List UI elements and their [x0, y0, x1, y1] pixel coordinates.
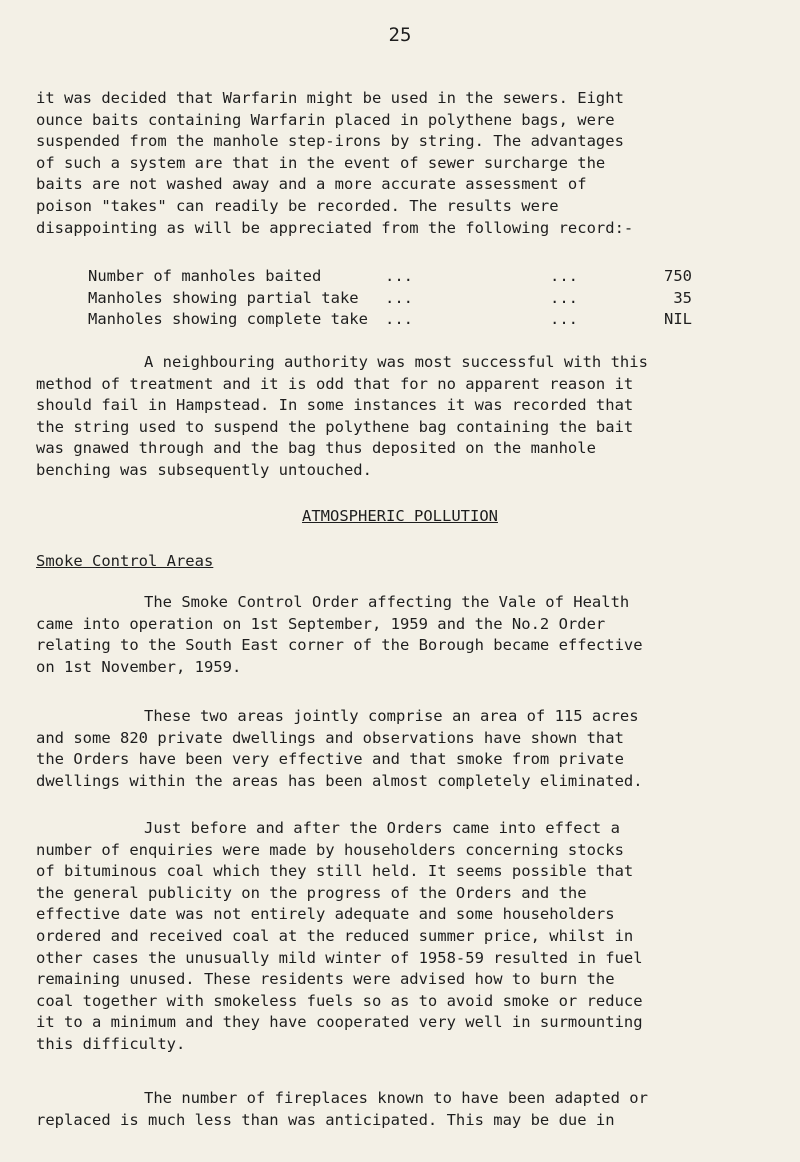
record-leader-dots: ...: [385, 288, 413, 307]
record-label: Number of manholes baited: [88, 267, 322, 285]
paragraph-smoke-control-order: The Smoke Control Order affecting the Vale of Health came into operation on 1st September, 1959 and the No.2 Order relating to the South East corner of the Borough became effective on 1st November, 1959.: [36, 593, 643, 676]
record-row: [88, 266, 692, 288]
record-value: NIL: [664, 310, 692, 329]
paragraph-neighbouring-authority: A neighbouring authority was most successful with this method of treatment and it is odd that for no apparent reason it should fail in Hampstead. In some instances it was recorded that the string used to suspend the polythene bag containing the bait was gnawed through and the bag thus deposited on the manhole benching was subsequently untouched.: [36, 353, 648, 479]
bait-record-table: [88, 266, 692, 331]
record-label: Manholes showing complete take: [88, 310, 368, 329]
record-leader-dots: ...: [550, 310, 578, 329]
paragraph-fireplaces: The number of fireplaces known to have been adapted or replaced is much less than was anticipated. This may be due in: [36, 1089, 648, 1129]
record-value: 750: [664, 267, 692, 285]
record-label: Manholes showing partial take: [88, 288, 359, 307]
record-row: [88, 288, 692, 310]
record-value: 35: [673, 288, 692, 307]
subsection-heading: Smoke Control Areas: [36, 552, 214, 570]
paragraph-warfarin-sewers: it was decided that Warfarin might be used in the sewers. Eight ounce baits containing Warfarin placed in polythene bags, were suspended from the manhole step-irons by string. The advantages of such a system are that in the event of sewer surcharge the baits are not washed away and a more accurate assessment of poison "takes" can readily be recorded. The results were disappointing as will be appreciated from the following record:-: [36, 89, 634, 237]
paragraph-two-areas: These two areas jointly comprise an area of 115 acres and some 820 private dwellings and observations have shown that the Orders have been very effective and that smoke from private dwellings within the areas has been almost completely eliminated.: [36, 707, 643, 790]
record-leader-dots: ...: [385, 310, 413, 329]
record-row: [88, 309, 692, 331]
section-heading: ATMOSPHERIC POLLUTION: [302, 507, 498, 525]
paragraph-enquiries: Just before and after the Orders came into effect a number of enquiries were made by householders concerning stocks of bituminous coal which they still held. It seems possible that the general publicity on the progress of the Orders and the effective date was not entirely adequate and some householders ordered and received coal at the reduced summer price, whilst in other cases the unusually mild winter of 1958-59 resulted in fuel remaining unused. These residents were advised how to burn the coal together with smokeless fuels so as to avoid smoke or reduce it to a minimum and they have cooperated very well in surmounting this difficulty.: [36, 819, 643, 1053]
record-leader-dots: ...: [550, 288, 578, 307]
record-leader-dots: ...: [385, 267, 413, 285]
record-leader-dots: ...: [550, 267, 578, 285]
page-number: 25: [388, 24, 412, 46]
